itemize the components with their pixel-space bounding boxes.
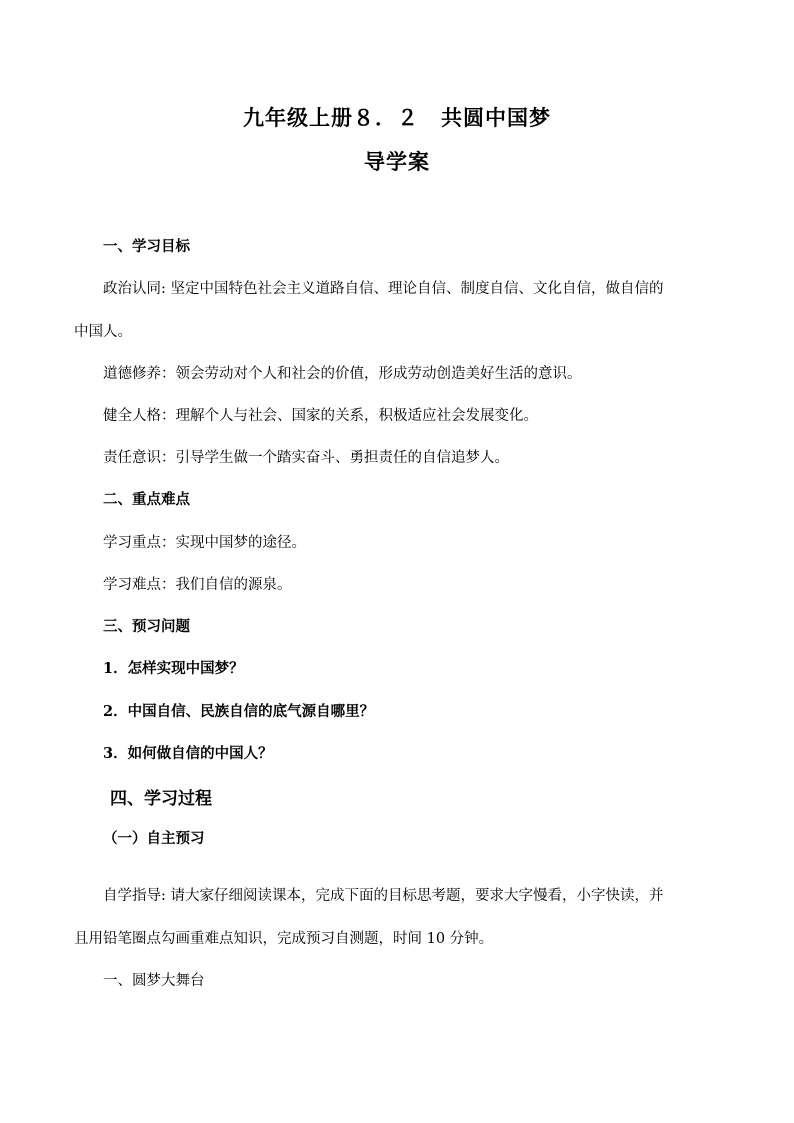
goal-sense-of-responsibility: 责任意识：引导学生做一个踏实奋斗、勇担责任的自信追梦人。 bbox=[103, 450, 509, 466]
goal-political-identity: 政治认同: 坚定中国特色社会主义道路自信、理论自信、制度自信、文化自信，做自信的 bbox=[103, 281, 664, 297]
document-subtitle: 导学案 bbox=[364, 149, 430, 174]
dream-stage-heading: 一、圆梦大舞台 bbox=[103, 973, 205, 989]
subsection-heading-self-study: （一）自主预习 bbox=[103, 830, 205, 847]
key-point: 学习重点：实现中国梦的途径。 bbox=[103, 535, 306, 551]
section-heading-goals: 一、学习目标 bbox=[103, 238, 190, 255]
goal-political-identity-cont: 中国人。 bbox=[74, 324, 132, 340]
document-title: 九年级上册８．２ 共圆中国梦 bbox=[243, 105, 551, 130]
preview-question-1: 1．怎样实现中国梦？ bbox=[103, 660, 244, 677]
goal-sound-personality: 健全人格：理解个人与社会、国家的关系，积极适应社会发展变化。 bbox=[103, 408, 538, 424]
difficult-point: 学习难点：我们自信的源泉。 bbox=[103, 577, 292, 593]
preview-question-2: 2．中国自信、民族自信的底气源自哪里？ bbox=[103, 703, 375, 720]
section-heading-preview: 三、预习问题 bbox=[103, 618, 190, 635]
self-study-guide-cont: 且用铅笔圈点勾画重难点知识，完成预习自测题，时间 10 分钟。 bbox=[74, 931, 494, 947]
section-heading-process: 四、学习过程 bbox=[110, 789, 212, 809]
section-heading-key-points: 二、重点难点 bbox=[103, 491, 190, 508]
preview-question-3: 3．如何做自信的中国人？ bbox=[103, 745, 273, 762]
goal-moral-cultivation: 道德修养：领会劳动对个人和社会的价值，形成劳动创造美好生活的意识。 bbox=[103, 366, 582, 382]
self-study-guide: 自学指导: 请大家仔细阅读课本，完成下面的目标思考题，要求大字慢看，小字快读，并 bbox=[103, 888, 664, 904]
